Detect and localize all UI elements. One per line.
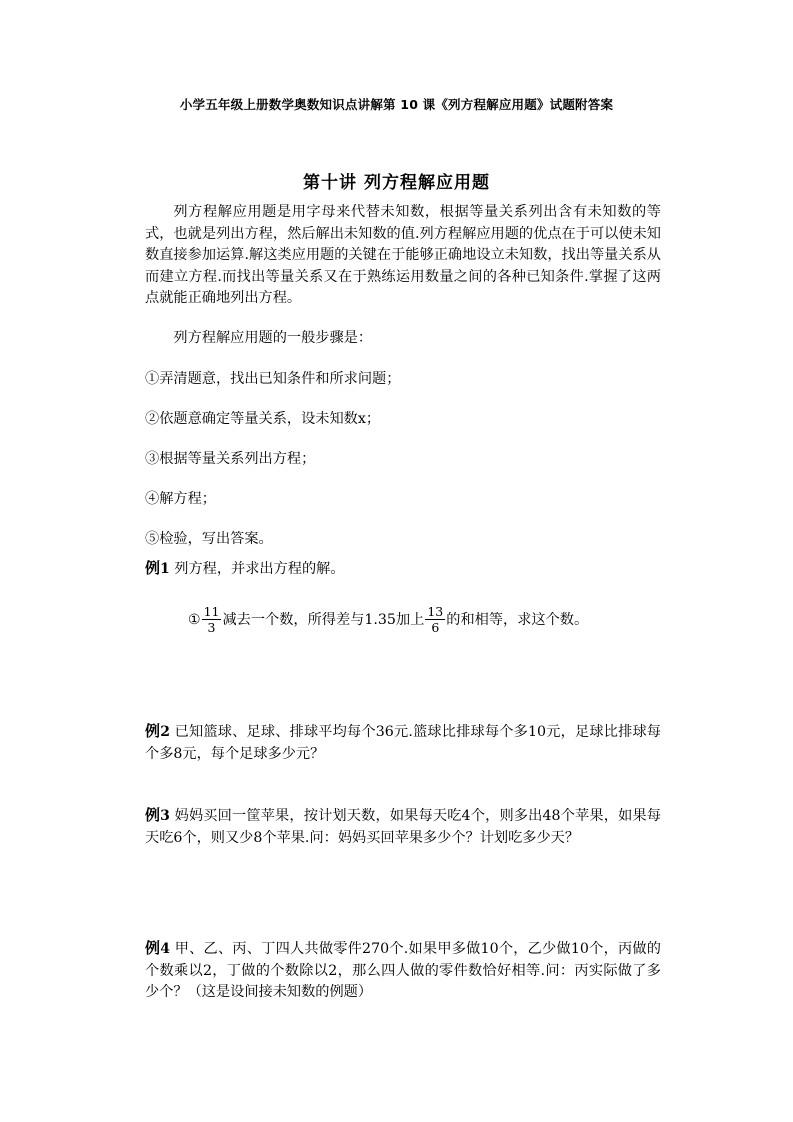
example-1-text: 列方程，并求出方程的解。 (174, 561, 345, 577)
spacer (145, 310, 661, 328)
intro-paragraph-1: 列方程解应用题是用字母来代替未知数，根据等量关系列出含有未知数的等式，也就是列出方程，然后解出未知数的值.列方程解应用题的优点在于可以使未知数直接参加运算.解这类应用题的关键在于能够正确地设立未知数，找出等量关系从而建立方程.而找出等量关系又在于熟练运用数量之间的各种已知条件.掌握了这两点就能正确地列出方程。 (145, 204, 661, 306)
sub-item-text-mid-1: 减去一个数，所得差与 (222, 612, 365, 628)
example-3-label: 例3 (145, 806, 170, 824)
example-1-label: 例1 (145, 559, 170, 577)
sub-item-text-end: 的和相等，求这个数。 (446, 612, 589, 628)
example-2-label: 例2 (145, 722, 170, 740)
example-1-sub-item (188, 605, 668, 635)
step-item-2: ②依题意确定等量关系，设未知数x； (145, 411, 381, 427)
step-item-3: ③根据等量关系列出方程； (145, 451, 316, 467)
example-4-text: 甲、乙、丙、丁四人共做零件270个.如果甲多做10个，乙少做10个，丙做的个数乘以2，丁做的个数除以2，那么四人做的零件数恰好相等.问：丙实际做了多少个？（这是设间接未知数的例题） (145, 941, 661, 1000)
fraction-thirteen-sixths: $\frac{13}{6}$ (427, 603, 444, 635)
example-4 (145, 938, 661, 1004)
sub-item-text-mid-2: 加上 (395, 612, 425, 628)
circled-marker-1: ① (188, 612, 201, 628)
example-1 (145, 558, 661, 581)
fraction-eleven-thirds: $\frac{11}{3}$ (203, 603, 220, 635)
step-item-1: ①弄清题意，找出已知条件和所求问题； (145, 371, 401, 387)
example-2 (145, 721, 661, 765)
intro-section (145, 202, 661, 550)
example-3 (145, 805, 661, 849)
page-title: 第十讲 列方程解应用题 (303, 173, 490, 194)
example-2-text: 已知篮球、足球、排球平均每个36元.篮球比排球每个多10元，足球比排球每个多8元，每个足球多少元？ (145, 724, 661, 762)
step-item-5: ⑤检验，写出答案。 (145, 531, 273, 547)
running-header: 小学五年级上册数学奥数知识点讲解第 10 课《列方程解应用题》试题附答案 (179, 97, 614, 112)
intro-paragraph-2: 列方程解应用题的一般步骤是： (173, 329, 373, 346)
decimal-value: 1.35 (364, 612, 396, 628)
example-4-label: 例4 (145, 939, 170, 957)
example-3-text: 妈妈买回一筐苹果，按计划天数，如果每天吃4个，则多出48个苹果，如果每天吃6个，则又少8个苹果.问：妈妈买回苹果多少个？计划吃多少天？ (145, 808, 661, 846)
step-item-4: ④解方程； (145, 491, 216, 507)
steps-list (145, 369, 661, 550)
